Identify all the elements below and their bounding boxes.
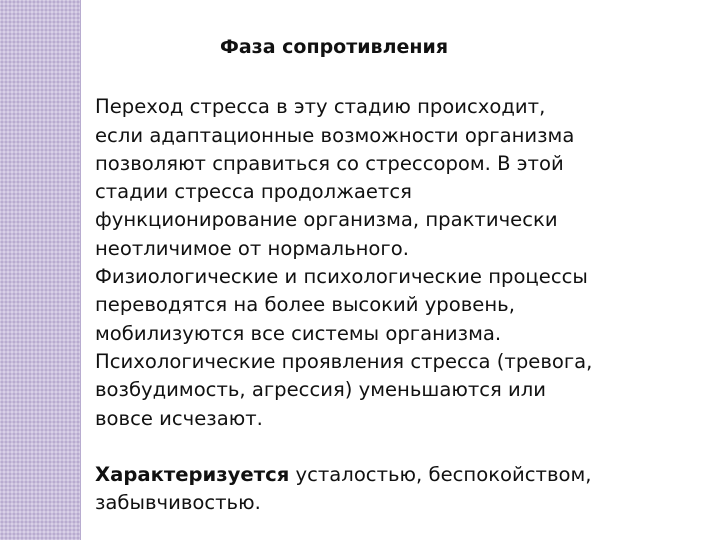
slide-title: Фаза сопротивления — [220, 36, 449, 58]
body-paragraph: Переход стресса в эту стадию происходит, если адаптационные возможности организма позволяют справиться со стрессором. В этой стадии стресса продолжается функционирование организма, практически неотличимое от нормального. Физиологические и психологические процессы переводятся на более высокий уровень, мобилизуются все системы организма. Психологические проявления стресса (тревога, возбудимость, агрессия) уменьшаются или вовсе исчезают. — [95, 95, 593, 430]
emphasized-term: Характеризуется — [95, 463, 290, 487]
decorative-side-band — [0, 0, 80, 540]
slide-body — [95, 65, 713, 546]
closing-paragraph — [95, 461, 713, 518]
side-band-divider — [80, 0, 81, 540]
closing-text: усталостью, беспокойством, забывчивостью. — [95, 463, 592, 515]
